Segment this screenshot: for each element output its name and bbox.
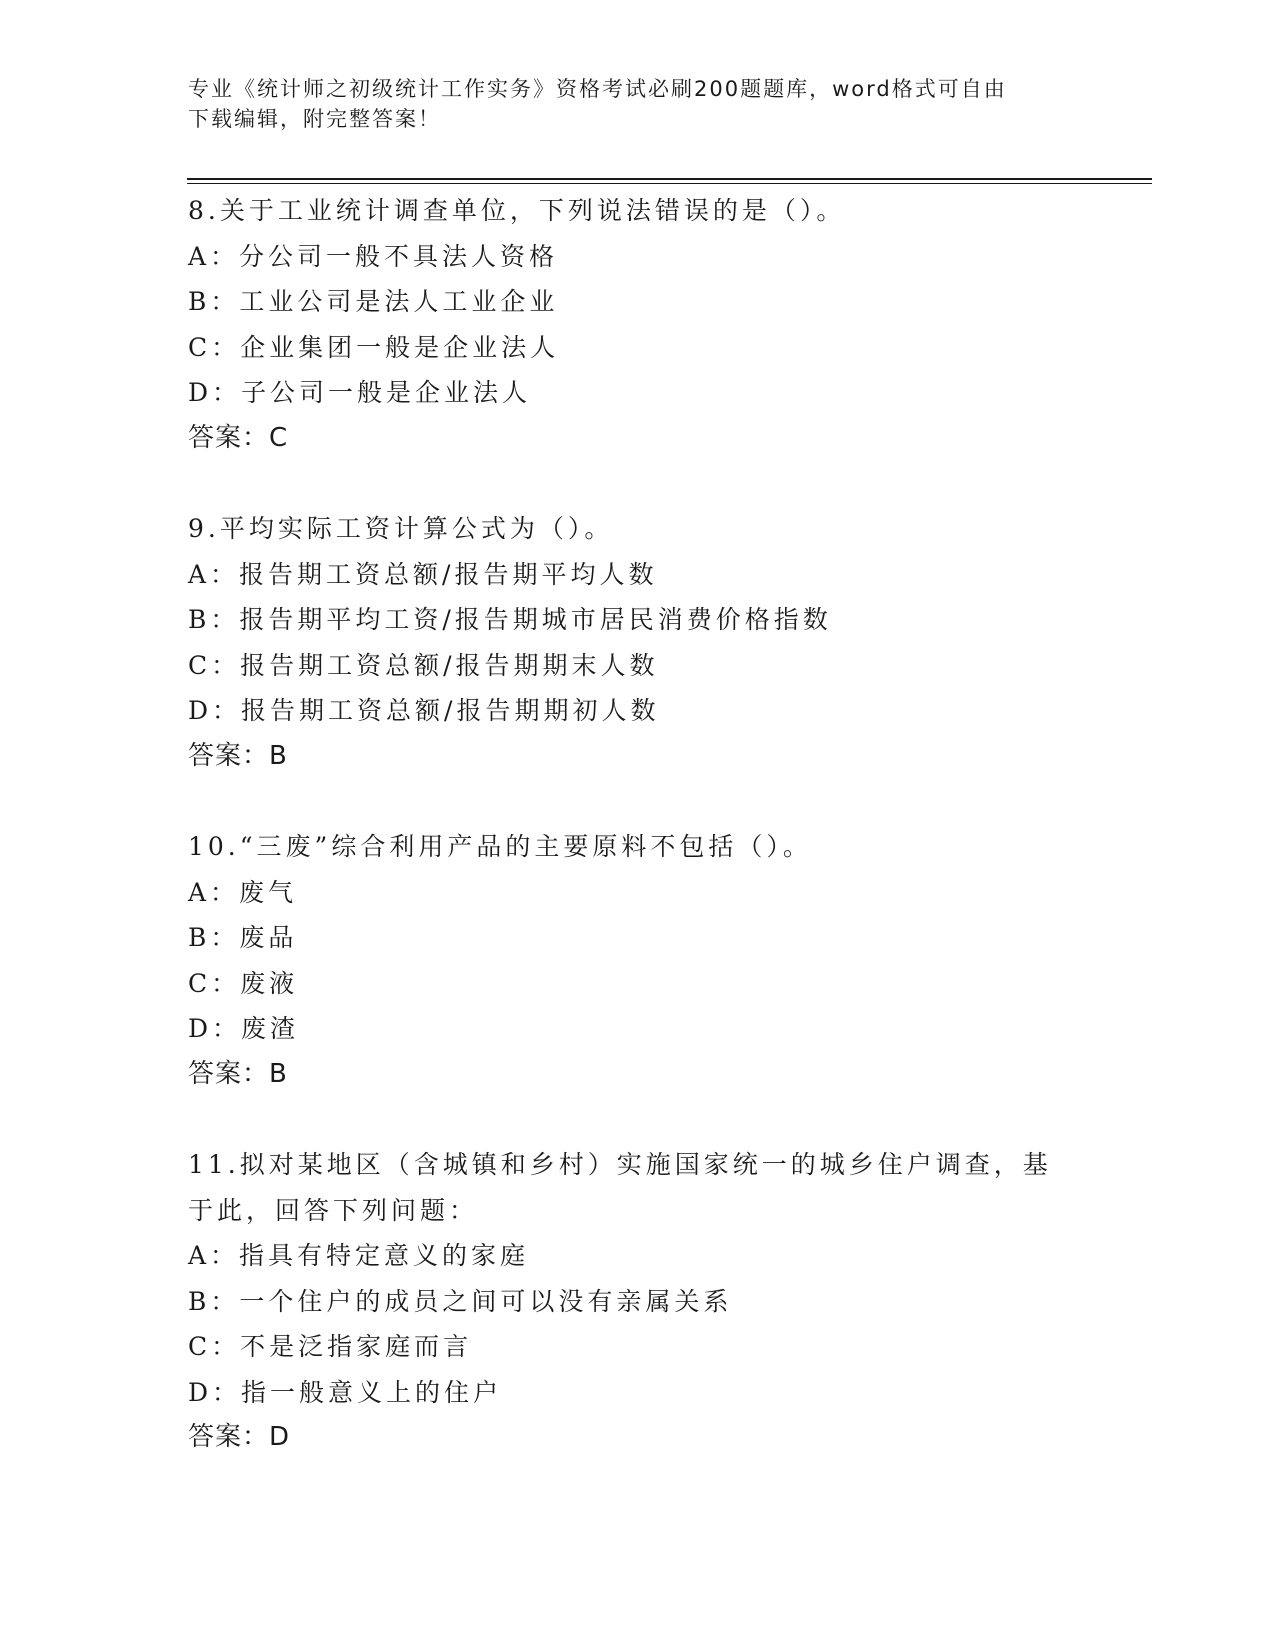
header-line-2: 下载编辑，附完整答案！	[188, 107, 441, 131]
option-d: D：子公司一般是企业法人	[188, 378, 532, 407]
option-d: D：指一般意义上的住户	[188, 1377, 503, 1407]
option-c: C：企业集团一般是企业法人	[188, 332, 560, 362]
answer: 答案：C	[188, 422, 289, 453]
question-stem: 11.拟对某地区（含城镇和乡村）实施国家统一的城乡住户调查，基于此，回答下列问题：	[188, 1150, 1052, 1225]
option-c: C：废液	[188, 968, 299, 998]
option-c: C：不是泛指家庭而言	[188, 1332, 473, 1361]
option-d: D：废渣	[188, 1014, 300, 1043]
option-c: C：报告期工资总额/报告期期末人数	[188, 650, 659, 680]
option-a: A：指具有特定意义的家庭	[188, 1241, 530, 1270]
option-a: A：报告期工资总额/报告期平均人数	[188, 559, 658, 589]
question-9	[188, 506, 1088, 779]
question-8	[188, 188, 1088, 461]
document-header	[188, 74, 1068, 134]
question-10	[188, 824, 1088, 1097]
question-11	[188, 1142, 1088, 1461]
question-list	[188, 188, 1088, 1506]
answer: 答案：B	[188, 740, 288, 771]
option-b: B：一个住户的成员之间可以没有亲属关系	[188, 1286, 733, 1316]
option-b: B：工业公司是法人工业企业	[188, 287, 559, 316]
option-b: B：废品	[188, 923, 298, 952]
question-stem: 8.关于工业统计调查单位，下列说法错误的是（）。	[188, 196, 846, 225]
option-a: A：分公司一般不具法人资格	[188, 241, 559, 271]
option-b: B：报告期平均工资/报告期城市居民消费价格指数	[188, 605, 832, 634]
question-stem: 9.平均实际工资计算公式为（）。	[188, 514, 614, 543]
header-line-1: 专业《统计师之初级统计工作实务》资格考试必刷200题题库，word格式可自由	[188, 77, 1007, 101]
header-rule-thick	[187, 178, 1152, 180]
header-rule-thin	[187, 183, 1152, 184]
answer: 答案：D	[188, 1422, 291, 1452]
question-stem: 10.“三废”综合利用产品的主要原料不包括（）。	[188, 832, 812, 861]
answer: 答案：B	[188, 1058, 288, 1089]
option-a: A：废气	[188, 877, 298, 907]
option-d: D：报告期工资总额/报告期期初人数	[188, 696, 660, 725]
